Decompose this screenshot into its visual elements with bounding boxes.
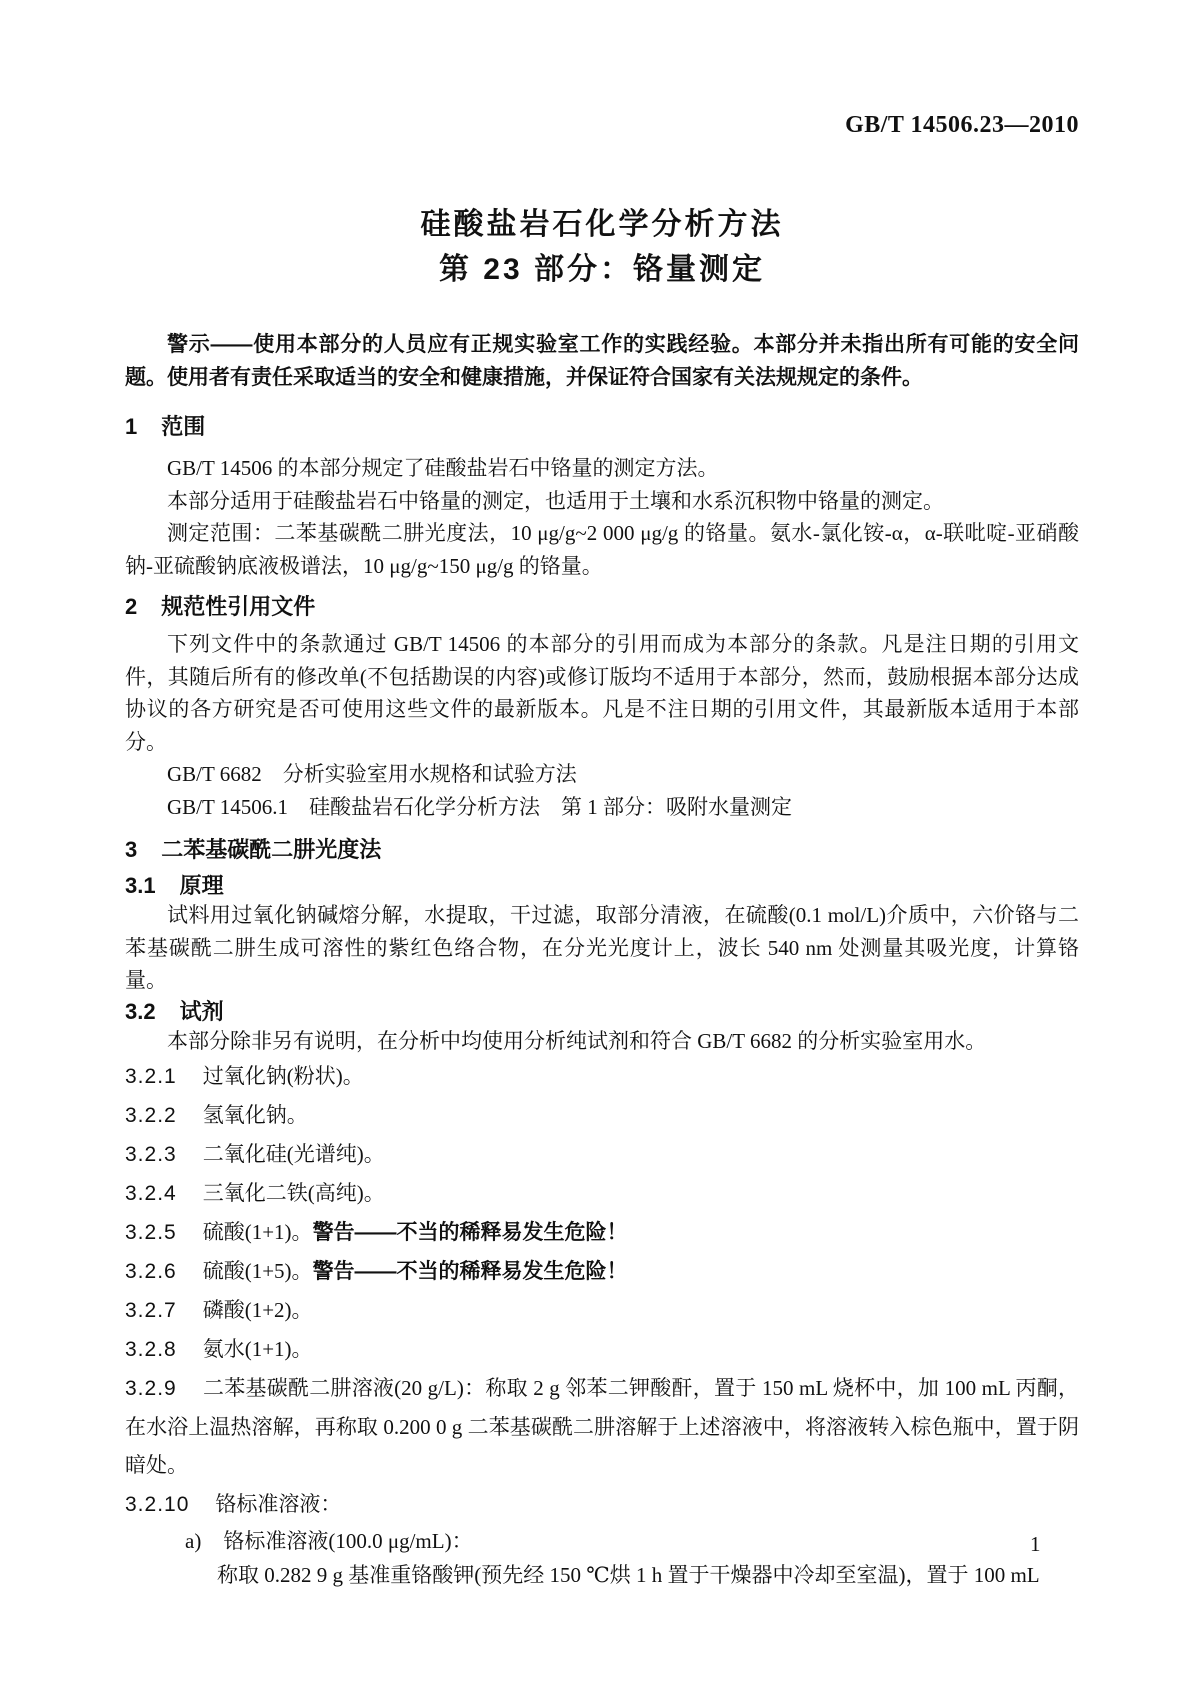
reagent-text: 氨水(1+1)。 — [202, 1337, 313, 1361]
reagent-item-3-2-7 — [125, 1291, 1079, 1330]
reference-1: GB/T 6682 分析实验室用水规格和试验方法 — [167, 762, 577, 786]
section-3-1-title: 原理 — [179, 873, 224, 898]
reagent-item-3-2-9 — [125, 1369, 1079, 1485]
section-3-number: 3 — [125, 837, 138, 862]
reagent-number: 3.2.1 — [125, 1065, 177, 1088]
section-1-para-1: GB/T 14506 的本部分规定了硅酸盐岩石中铬量的测定方法。 — [167, 456, 719, 480]
reagent-text: 二氧化硅(光谱纯)。 — [202, 1142, 385, 1166]
reagent-item-3-2-8 — [125, 1330, 1079, 1369]
section-2-number: 2 — [125, 594, 138, 619]
reagent-text: 过氧化钠(粉状)。 — [202, 1064, 364, 1088]
section-1-number: 1 — [125, 414, 138, 439]
reagent-item-3-2-2 — [125, 1096, 1079, 1135]
reagent-warning: 警告——不当的稀释易发生危险！ — [312, 1221, 628, 1244]
section-2-para: 下列文件中的条款通过 GB/T 14506 的本部分的引用而成为本部分的条款。凡是注日期的引用文件，其随后所有的修改单(不包括勘误的内容)或修订版均不适用于本部分，然而，鼓励根据本部分达成协议的各方研究是否可使用这些文件的最新版本。凡是不注日期的引用文件，其最新版本适用于本部分。 — [125, 632, 1079, 754]
reagent-number: 3.2.5 — [125, 1221, 177, 1244]
section-2-title: 规范性引用文件 — [161, 594, 316, 619]
list-item-a-text: 铬标准溶液(100.0 μg/mL)： — [223, 1529, 473, 1553]
standard-number: GB/T 14506.23—2010 — [845, 112, 1079, 138]
section-3-2-intro: 本部分除非另有说明，在分析中均使用分析纯试剂和符合 GB/T 6682 的分析实验室用水。 — [167, 1028, 987, 1053]
document-title-line2: 第 23 部分：铬量测定 — [438, 253, 766, 286]
reagent-number: 3.2.2 — [125, 1104, 177, 1127]
section-3-1-para: 试料用过氧化钠碱熔分解，水提取，干过滤，取部分清液，在硫酸(0.1 mol/L)介质中，六价铬与二苯基碳酰二肼生成可溶性的紫红色络合物，在分光光度计上，波长 540 nm 处测量其吸光度，计算铬量。 — [125, 903, 1079, 992]
warning-paragraph — [125, 328, 1079, 394]
warning-text: 使用本部分的人员应有正规实验室工作的实践经验。本部分并未指出所有可能的安全问题。使用者有责任采取适当的安全和健康措施，并保证符合国家有关法规规定的条件。 — [125, 333, 1079, 389]
reagent-text: 磷酸(1+2)。 — [202, 1298, 313, 1322]
reagent-item-3-2-5 — [125, 1213, 1079, 1252]
reagent-item-3-2-6 — [125, 1252, 1079, 1291]
reagent-number: 3.2.9 — [125, 1377, 177, 1400]
reagent-number: 3.2.8 — [125, 1338, 177, 1361]
reagent-number: 3.2.4 — [125, 1182, 177, 1205]
reagent-item-3-2-1 — [125, 1057, 1079, 1096]
reagent-text: 氢氧化钠。 — [202, 1103, 308, 1127]
document-title — [125, 202, 1079, 292]
list-item-a — [185, 1524, 1079, 1558]
reagent-item-3-2-3 — [125, 1135, 1079, 1174]
section-1-para-2: 本部分适用于硅酸盐岩石中铬量的测定，也适用于土壤和水系沉积物中铬量的测定。 — [167, 488, 944, 513]
page-number: 1 — [1030, 1532, 1041, 1556]
reagent-number: 3.2.6 — [125, 1260, 177, 1283]
reagent-text: 二苯基碳酰二肼溶液(20 g/L)：称取 2 g 邻苯二钾酸酐，置于 150 mL 烧杯中，加 100 mL 丙酮，在水浴上温热溶解，再称取 0.200 0 g 二苯基碳酰二肼溶解于上述溶液中，将溶液转入棕色瓶中，置于阴暗处。 — [125, 1376, 1079, 1477]
warning-lead: 警示—— — [167, 333, 253, 356]
section-1-para-3: 测定范围：二苯基碳酰二肼光度法，10 μg/g~2 000 μg/g 的铬量。氨水-氯化铵-α，α-联吡啶-亚硝酸钠-亚硫酸钠底液极谱法，10 μg/g~150 μg/g 的铬量。 — [125, 521, 1079, 578]
reagent-number: 3.2.3 — [125, 1143, 177, 1166]
section-3-1-number: 3.1 — [125, 873, 156, 898]
section-2-heading — [125, 594, 1079, 620]
section-1-title: 范围 — [161, 414, 206, 439]
section-1-heading — [125, 414, 1079, 440]
reagent-text: 三氧化二铁(高纯)。 — [202, 1181, 385, 1205]
section-3-1-heading — [125, 873, 1079, 899]
reagent-number: 3.2.10 — [125, 1493, 190, 1516]
section-3-title: 二苯基碳酰二肼光度法 — [161, 837, 382, 862]
section-3-2-title: 试剂 — [179, 998, 224, 1024]
reagent-text: 硫酸(1+5)。 — [202, 1259, 313, 1283]
document-title-line1: 硅酸盐岩石化学分析方法 — [420, 208, 784, 241]
reference-2: GB/T 14506.1 硅酸盐岩石化学分析方法 第 1 部分：吸附水量测定 — [167, 794, 792, 819]
section-3-2-number: 3.2 — [125, 998, 156, 1024]
reagent-warning: 警告——不当的稀释易发生危险！ — [312, 1260, 628, 1283]
section-3-2-heading — [125, 999, 1079, 1025]
reagent-number: 3.2.7 — [125, 1299, 177, 1322]
section-3-heading — [125, 837, 1079, 863]
reagent-text: 硫酸(1+1)。 — [202, 1220, 313, 1244]
reagent-item-3-2-4 — [125, 1174, 1079, 1213]
list-item-a-body: 称取 0.282 9 g 基准重铬酸钾(预先经 150 ℃烘 1 h 置于干燥器中冷却至室温)，置于 100 mL — [217, 1563, 1040, 1587]
reagent-item-3-2-10 — [125, 1485, 1079, 1524]
reagent-text: 铬标准溶液： — [215, 1492, 342, 1516]
list-item-a-marker: a) — [185, 1529, 202, 1553]
